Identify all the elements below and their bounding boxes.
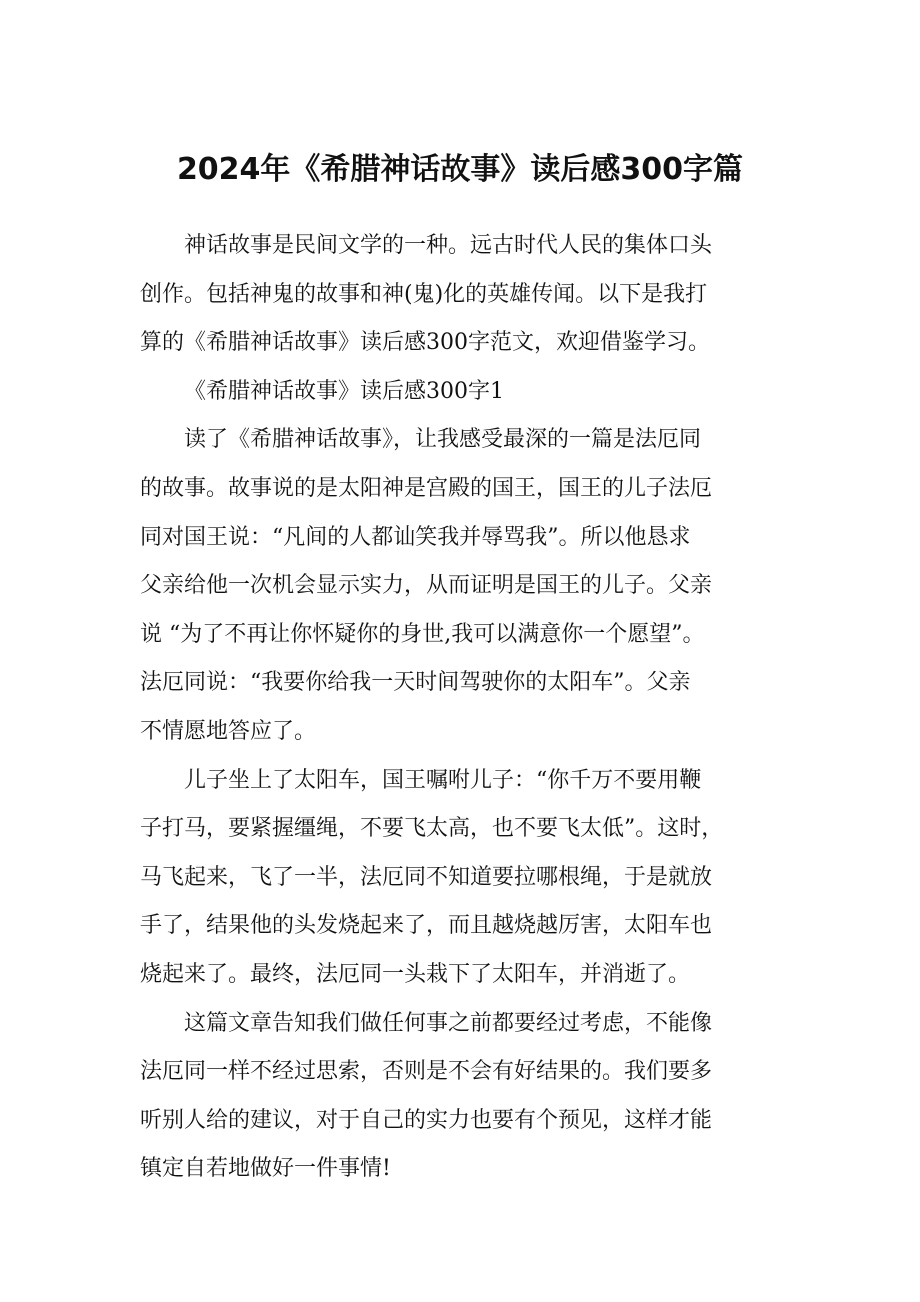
text-line: 《希腊神话故事》读后感300字1 [184, 378, 504, 404]
text-line: 同对国王说：“凡间的人都讪笑我并辱骂我”。所以他恳求 [140, 524, 691, 550]
text-line: 说 “为了不再让你怀疑你的身世,我可以满意你一个愿望”。 [140, 621, 705, 647]
text-line: 父亲给他一次机会显示实力，从而证明是国王的儿子。父亲 [140, 573, 713, 599]
text-line: 儿子坐上了太阳车，国王嘱咐儿子：“你千万不要用鞭 [184, 767, 702, 793]
section-heading [140, 368, 785, 417]
intro-paragraph [140, 222, 785, 368]
text-line: 马飞起来，飞了一半，法厄同不知道要拉哪根绳，于是就放 [140, 864, 713, 890]
text-line: 神话故事是民间文学的一种。远古时代人民的集体口头 [184, 233, 713, 258]
text-line: 手了，结果他的头发烧起来了，而且越烧越厉害，太阳车也 [140, 913, 713, 939]
text-line: 法厄同说：“我要你给我一天时间驾驶你的太阳车”。父亲 [140, 670, 691, 696]
text-line: 的故事。故事说的是太阳神是宫殿的国王，国王的儿子法厄 [140, 475, 713, 501]
text-line: 不情愿地答应了。 [140, 718, 317, 744]
text-line: 烧起来了。最终，法厄同一头栽下了太阳车，并消逝了。 [140, 961, 691, 987]
document-body [140, 222, 785, 1194]
text-line: 镇定自若地做好一件事情! [140, 1156, 391, 1182]
document-title: 2024年《希腊神话故事》读后感300字篇 [176, 152, 744, 187]
story-paragraph [140, 757, 785, 1000]
text-line: 法厄同一样不经过思索，否则是不会有好结果的。我们要多 [140, 1059, 713, 1085]
story-paragraph [140, 416, 785, 756]
text-line: 这篇文章告知我们做任何事之前都要经过考虑，不能像 [184, 1010, 713, 1036]
text-line: 读了《希腊神话故事》，让我感受最深的一篇是法厄同 [184, 427, 702, 453]
text-line: 听别人给的建议，对于自己的实力也要有个预见，这样才能 [140, 1107, 713, 1133]
conclusion-paragraph [140, 1000, 785, 1194]
text-line: 创作。包括神鬼的故事和神(鬼)化的英雄传闻。以下是我打 [140, 281, 708, 307]
text-line: 算的《希腊神话故事》读后感300字范文，欢迎借鉴学习。 [140, 330, 710, 356]
text-line: 子打马，要紧握缰绳，不要飞太高，也不要飞太低”。这时， [140, 816, 724, 842]
